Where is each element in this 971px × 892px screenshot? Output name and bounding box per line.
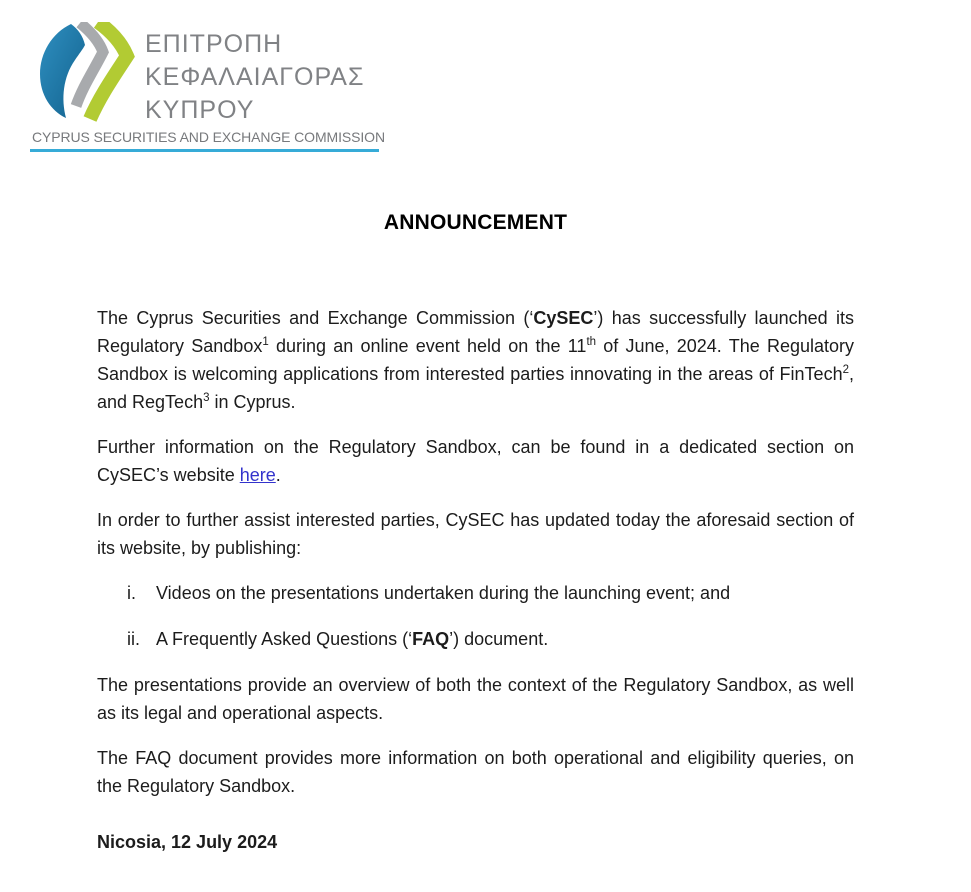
list-item-i-text: Videos on the presentations undertaken during the launching event; and xyxy=(156,583,731,603)
paragraph-5: The FAQ document provides more information on both operational and eligibility queries, on the Regulatory Sandbox. xyxy=(97,748,854,796)
logo-greek-line-3: ΚΥΠΡΟΥ xyxy=(145,96,255,124)
paragraph-1: The Cyprus Securities and Exchange Commission (‘CySEC’) has successfully launched its Regulatory Sandbox$^1$ during an online event held on the 11th of June, 2024. The Regulatory Sandbox is welcoming applications from interested parties innovating in the areas of FinTech$^2$, and RegTech$^3$ in Cyprus. xyxy=(97,308,855,412)
announcement-body xyxy=(97,211,854,873)
date-line: Nicosia, 12 July 2024 xyxy=(97,832,278,852)
logo-greek-line-2: ΚΕΦΑΛΑΙΑΓΟΡΑΣ xyxy=(145,63,365,91)
announcement-title: ANNOUNCEMENT xyxy=(383,211,568,234)
list-item-i xyxy=(97,579,854,607)
list-marker-ii: ii. xyxy=(127,629,140,649)
logo-greek-text xyxy=(145,28,364,127)
paragraph-2: Further information on the Regulatory Sandbox, can be found in a dedicated section on CySEC’s website here. xyxy=(97,437,854,485)
ordinal-th: th xyxy=(586,336,597,348)
list-item-ii xyxy=(97,625,854,653)
here-link[interactable]: here xyxy=(239,465,276,485)
paragraph-4: The presentations provide an overview of both the context of the Regulatory Sandbox, as well as its legal and operational aspects. xyxy=(97,675,854,723)
logo-underline-bar xyxy=(30,149,379,152)
cysec-bold: CySEC xyxy=(533,308,594,328)
cysec-logo-mark xyxy=(38,22,143,122)
footnote-ref-2: 2 xyxy=(842,364,849,376)
cysec-logo xyxy=(30,16,385,158)
logo-greek-line-1: ΕΠΙΤΡΟΠΗ xyxy=(145,30,283,58)
list-item-ii-text: A Frequently Asked Questions (‘FAQ’) document. xyxy=(156,629,549,649)
logo-subtitle: CYPRUS SECURITIES AND EXCHANGE COMMISSION xyxy=(32,129,385,145)
faq-bold: FAQ xyxy=(412,629,450,649)
footnote-ref-1: 1 xyxy=(262,336,269,348)
list-marker-i: i. xyxy=(127,583,136,603)
paragraph-3: In order to further assist interested parties, CySEC has updated today the aforesaid section of its website, by publishing: xyxy=(97,510,854,558)
footnote-ref-3: 3 xyxy=(203,392,210,404)
